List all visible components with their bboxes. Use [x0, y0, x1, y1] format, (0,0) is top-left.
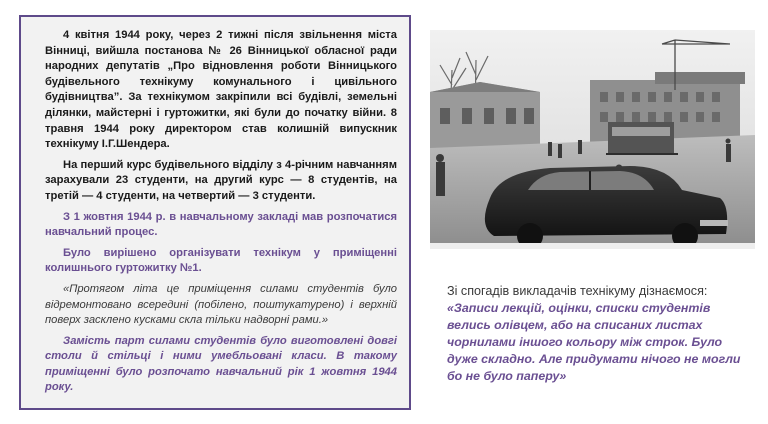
history-text-box	[19, 15, 411, 410]
paragraph-enrollment: На перший курс будівельного відділу з 4-річним навчанням зарахували 23 студенти, на другий курс — 8 студентів, на третій — 4 студенти, на четвертий — 3 студенти.	[45, 158, 397, 202]
paragraph-furniture: Замість парт силами студентів було виготовлені довгі столи й стільці і ними умебльовані класи. В такому приміщенні було розпочато навчальний рік 1 жовтня 1944 року.	[45, 334, 397, 394]
paragraph-resolution: 4 квітня 1944 року, через 2 тижні після звільнення міста Вінниці, вийшла постанова № 26 Вінницької обласної ради народних депутатів „Про відновлення роботи Вінницького будівельного технікуму комунального і цивільного будівництва”. За технікумом закріпили всі будівлі, земельні ділянки, майстерні і гуртожитки, які були до початку війни. 8 травня 1944 року директором став колишній випускник технікуму І.Г.Шендера.	[45, 29, 397, 151]
paragraph-dormitory: Було вирішено організувати технікум у приміщенні колишнього гуртожитку №1.	[45, 246, 397, 275]
caption-intro: Зі спогадів викладачів технікуму дізнаємося:	[447, 284, 708, 298]
historic-street-photo	[430, 30, 755, 249]
paragraph-start-date: З 1 жовтня 1944 р. в навчальному закладі мав розпочатися навчальний процес.	[45, 210, 397, 239]
paragraph-renovation-quote: «Протягом літа це приміщення силами студентів було відремонтовано всередині (побілено, поштукатурено) і верхній поверх засклено кусками скла тільки надворні рами.»	[45, 282, 397, 327]
caption-quote: «Записи лекцій, оцінки, списки студентів велись олівцем, або на списаних листах чорнилами іншого кольору між строк. Було дуже складно. Але придумати нічого не могли бо не було паперу»	[447, 301, 741, 383]
memoir-caption	[447, 283, 742, 385]
